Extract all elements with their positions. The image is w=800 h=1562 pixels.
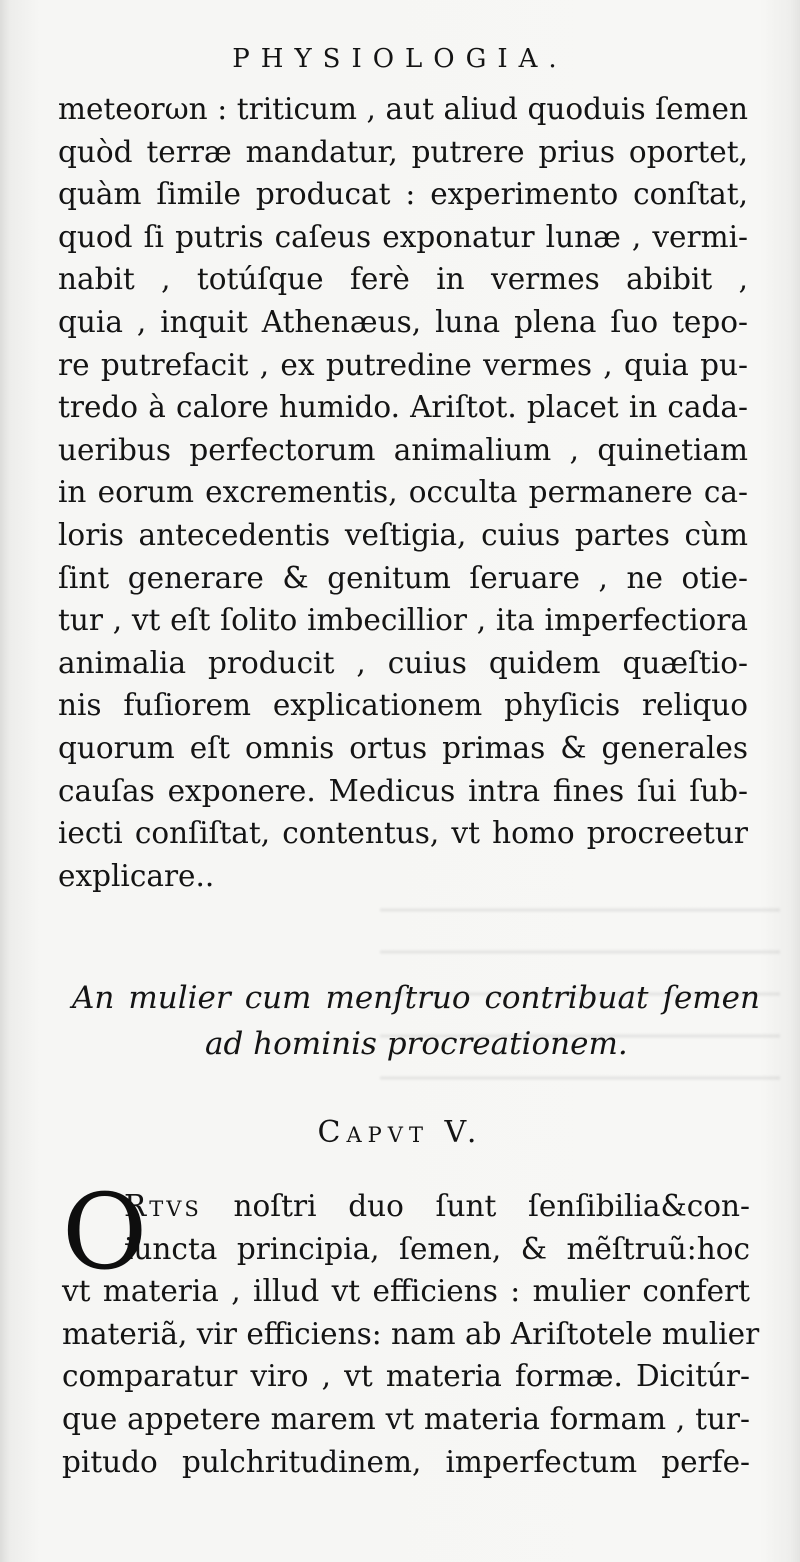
text-line: animalia producit , cuius quidem quæſtio- (58, 645, 748, 680)
chapter-title: Capvt V. (317, 1115, 483, 1150)
section-heading-line: ad hominis procreationem. (205, 1026, 628, 1062)
text-line: nabit , totúſque ferè in vermes abibit , (58, 262, 748, 297)
running-head: PHYSIOLOGIA. (232, 44, 568, 74)
body-text (58, 88, 748, 897)
text-line: loris antecedentis veſtigia, cuius partes cùm (58, 517, 748, 552)
chapter-first-line-rest: noſtri duo ſunt ſenſibilia&con- (201, 1189, 750, 1223)
drop-cap: O (62, 1171, 148, 1293)
text-line: materiã, vir efficiens: nam ab Ariſtotele mulier (62, 1316, 760, 1351)
text-line: tredo à calore humido. Ariſtot. placet in cada- (58, 390, 748, 425)
text-line: iuncta principia, ſemen, & mẽſtruũ:hoc (124, 1231, 750, 1266)
text-line: vt materia , illud vt efficiens : mulier confert (62, 1274, 750, 1309)
text-line: quia , inquit Athenæus, luna plena ſuo tepo- (58, 304, 748, 339)
text-line: re putrefacit , ex putredine vermes , quia pu- (58, 347, 748, 382)
section-heading (60, 975, 760, 1067)
text-line: pitudo pulchritudinem, imperfectum perfe- (62, 1444, 750, 1479)
text-line: comparatur viro , vt materia formæ. Dicitúr- (62, 1359, 750, 1394)
text-line: iecti conſiſtat, contentus, vt homo procreetur (58, 816, 748, 851)
text-line: explicare.. (58, 858, 215, 893)
text-line: quorum eſt omnis ortus primas & generales (58, 730, 748, 765)
text-line: quàm ſimile producat : experimento conſtat, (58, 177, 748, 212)
chapter-opener: Rtvs (124, 1189, 202, 1223)
text-line: in eorum excrementis, occulta permanere ca- (58, 475, 748, 510)
chapter-first-line (62, 1185, 750, 1228)
section-heading-line: An mulier cum menſtruo contribuat ſemen (72, 980, 760, 1016)
text-line: tur , vt eſt ſolito imbecillior , ita imperfectiora (58, 603, 748, 638)
chapter-text (62, 1171, 760, 1483)
text-line: que appetere marem vt materia formam , tur- (62, 1401, 750, 1436)
text-line: cauſas exponere. Medicus intra fines ſui ſub- (58, 773, 748, 808)
text-line: quòd terræ mandatur, putrere prius oportet, (58, 134, 748, 169)
text-line: ſint generare & genitum ſeruare , ne otie- (58, 560, 748, 595)
text-line: quod ſi putris caſeus exponatur lunæ , vermi- (58, 219, 748, 254)
text-line: meteorωn : triticum , aut aliud quoduis ſemen (58, 92, 748, 126)
text-line: ueribus perfectorum animalium , quinetiam (58, 432, 748, 467)
text-line: nis fuſiorem explicationem phyſicis reliquo (58, 688, 748, 723)
